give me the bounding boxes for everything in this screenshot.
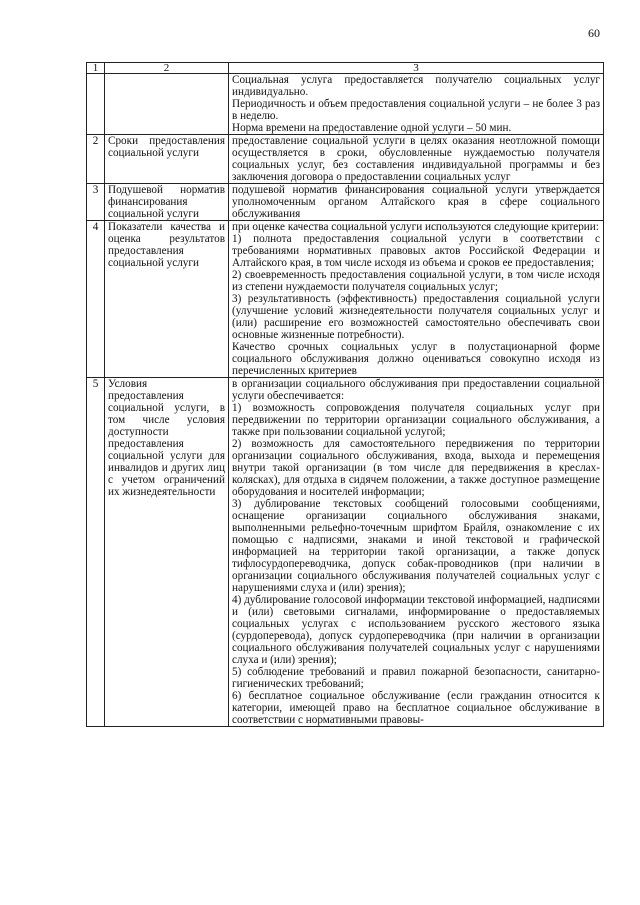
row-content <box>229 378 604 727</box>
table-row <box>87 221 604 378</box>
table-header-row <box>87 63 604 74</box>
paragraph: 5) соблюдение требований и правил пожарной безопасности, санитарно-гигиенических требований; <box>232 666 600 690</box>
services-table <box>86 62 604 727</box>
row-number: 4 <box>87 221 105 378</box>
paragraph: Периодичность и объем предоставления социальной услуги – не более 3 раз в неделю. <box>232 98 600 122</box>
table-row <box>87 184 604 221</box>
row-content <box>229 221 604 378</box>
header-col-3: 3 <box>229 63 604 74</box>
paragraph: 2) возможность для самостоятельного передвижения по территории организации социального обслуживания, входа, выхода и перемещения внутри такой организации (в том числе для передвижения в креслах-колясках), для отдыха в сидячем положении, а также доступное размещение оборудования и носителей информации; <box>232 438 600 498</box>
paragraph: предоставление социальной услуги в целях оказания неотложной помощи осуществляется в сроки, обусловленные нуждаемостью получателя социальных услуг, без составления индивидуальной программы и без заключения договора о предоставлении социальных услуг <box>232 135 600 183</box>
paragraph: 1) возможность сопровождения получателя социальных услуг при передвижении по территории организации социального обслуживания, а также при пользовании социальной услугой; <box>232 402 600 438</box>
row-name: Сроки предоставления социальной услуги <box>105 135 229 184</box>
paragraph: 3) дублирование текстовых сообщений голосовыми сообщениями, оснащение организации социального обслуживания знаками, выполненными рельефно-точечным шрифтом Брайля, ознакомление с их помощью с надписями, знаками и иной текстовой и графической информацией на территории такой организации, а также допуск тифлосурдопереводчика, допуск собак-проводников (при наличии в организации социального обслуживания получателей социальных услуг с нарушениями слуха и (или) зрения); <box>232 498 600 594</box>
row-number: 2 <box>87 135 105 184</box>
paragraph: подушевой норматив финансирования социальной услуги утверждается уполномоченным органом Алтайского края в сфере социального обслуживания <box>232 184 600 220</box>
paragraph: Социальная услуга предоставляется получателю социальных услуг индивидуально. <box>232 74 600 98</box>
paragraph: 3) результативность (эффективность) предоставления социальной услуги (улучшение условий жизнедеятельности получателя социальных услуг и (или) расширение его возможностей самостоятельно обеспечивать свои основные жизненные потребности). <box>232 293 600 341</box>
paragraph: Норма времени на предоставление одной услуги – 50 мин. <box>232 122 512 134</box>
row-number <box>87 74 105 135</box>
table-row <box>87 378 604 727</box>
row-number: 5 <box>87 378 105 727</box>
header-col-2: 2 <box>105 63 229 74</box>
header-col-1: 1 <box>87 63 105 74</box>
paragraph: 6) бесплатное социальное обслуживание (если гражданин относится к категории, имеющей право на бесплатное социальное обслуживание в соответствии с нормативными правовы- <box>232 690 600 726</box>
row-number: 3 <box>87 184 105 221</box>
row-content <box>229 74 604 135</box>
paragraph: 1) полнота предоставления социальной услуги в соответствии с требованиями нормативных правовых актов Российской Федерации и Алтайского края, в том числе исходя из объема и сроков ее предоставления; <box>232 233 600 269</box>
paragraph: Качество срочных социальных услуг в полустационарной форме социального обслуживания должно оцениваться совокупно исходя из перечисленных критериев <box>232 341 600 377</box>
row-name: Показатели качества и оценка результатов предоставления социальной услуги <box>105 221 229 378</box>
table-row <box>87 74 604 135</box>
paragraph: 4) дублирование голосовой информации текстовой информацией, надписями и (или) световыми сигналами, информирование о предоставляемых социальных услугах с использованием русского жестового языка (сурдоперевода), допуск сурдопереводчика (при наличии в организации социального обслуживания получателей социальных услуг с нарушениями слуха и (или) зрения); <box>232 594 601 666</box>
table-row <box>87 135 604 184</box>
paragraph: при оценке качества социальной услуги используются следующие критерии: <box>232 221 599 233</box>
row-name: Подушевой норматив финансирования социальной услуги <box>105 184 229 221</box>
paragraph: 2) своевременность предоставления социальной услуги, в том числе исходя из степени нуждаемости получателя социальных услуг; <box>232 269 600 293</box>
paragraph: в организации социального обслуживания при предоставлении социальной услуги обеспечивается: <box>232 378 600 402</box>
page-number: 60 <box>588 26 600 40</box>
row-content <box>229 135 604 184</box>
row-name <box>105 74 229 135</box>
row-name: Условия предоставления социальной услуги, в том числе условия доступности предоставления социальной услуги для инвалидов и других лиц с учетом ограничений их жизнедеятельности <box>105 378 229 727</box>
row-content <box>229 184 604 221</box>
